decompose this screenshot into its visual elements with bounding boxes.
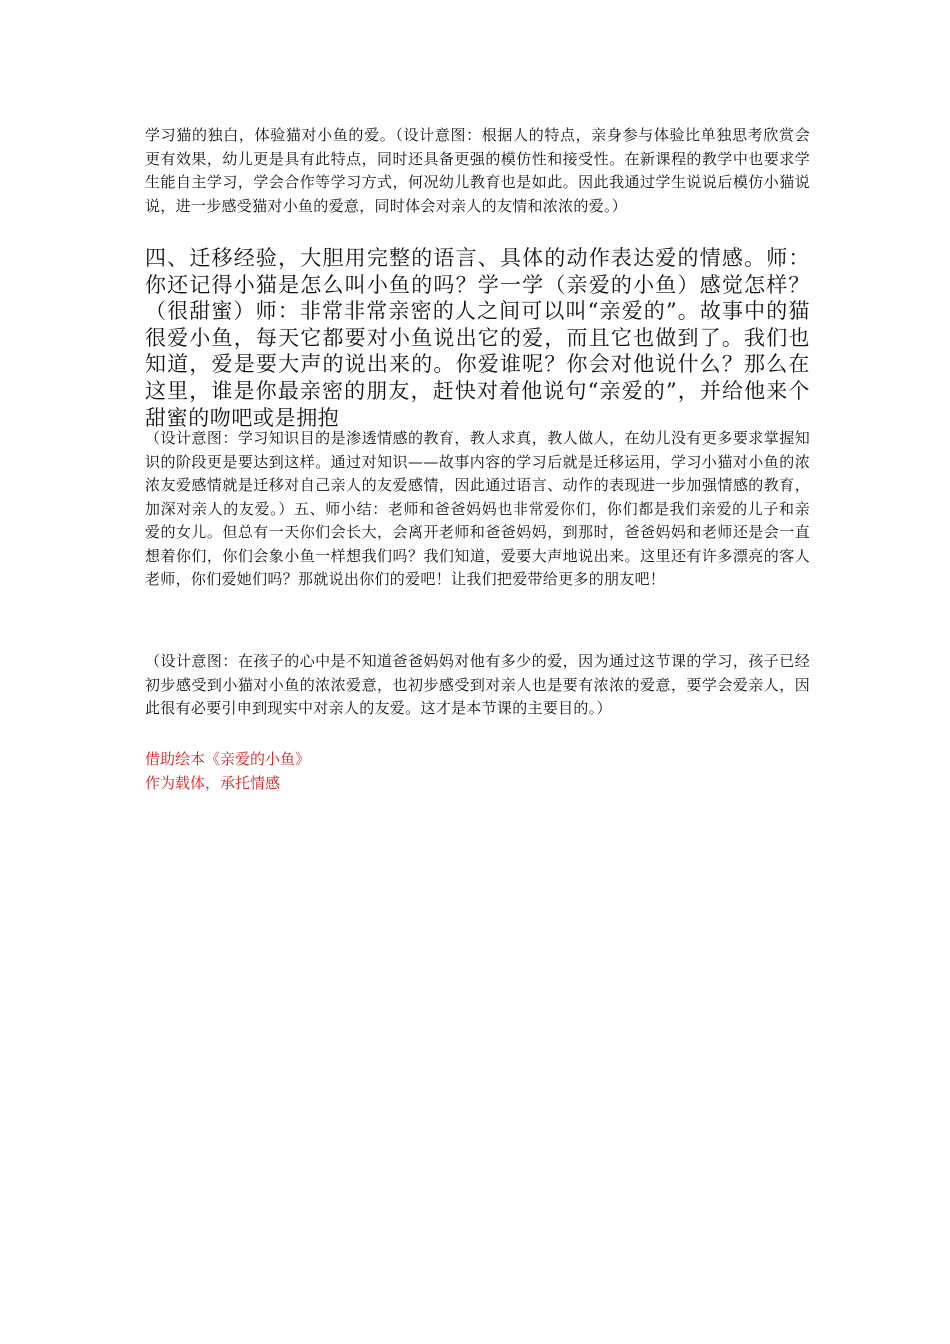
paragraph-cat-monologue: 学习猫的独白，体验猫对小鱼的爱。（设计意图：根据人的特点，亲身参与体验比单独思考欣赏会更有效果，幼儿更是具有此特点，同时还具备更强的模仿性和接受性。在新课程的教学中也要求学生能自主学习，学会合作等学习方式，何况幼儿教育也是如此。因此我通过学生说说后模仿小猫说说，进一步感受猫对小鱼的爱意，同时体会对亲人的友情和浓浓的爱。） [145, 126, 810, 215]
paragraph-design-intent-and-summary: （设计意图：学习知识目的是渗透情感的教育，教人求真，教人做人，在幼儿没有更多要求掌握知识的阶段更是要达到这样。通过对知识——故事内容的学习后就是迁移运用，学习小猫对小鱼的浓浓友爱感情就是迁移对自己亲人的友爱感情，因此通过语言、动作的表现进一步加强情感的教育，加深对亲人的友爱。）五、师小结：老师和爸爸妈妈也非常爱你们，你们都是我们亲爱的儿子和亲爱的女儿。但总有一天你们会长大，会离开老师和爸爸妈妈，到那时，爸爸妈妈和老师还是会一直想着你们，你们会象小鱼一样想我们吗？我们知道，爱要大声地说出来。这里还有许多漂亮的客人老师，你们爱她们吗？那就说出你们的爱吧！让我们把爱带给更多的朋友吧！ [145, 429, 810, 588]
red-note-line-1: 借助绘本《亲爱的小鱼》 [145, 750, 311, 768]
red-note-line-2: 作为载体，承托情感 [145, 774, 281, 792]
paragraph-section-four: 四、迁移经验，大胆用完整的语言、具体的动作表达爱的情感。师：你还记得小猫是怎么叫小鱼的吗？学一学（亲爱的小鱼）感觉怎样？（很甜蜜）师：非常非常亲密的人之间可以叫“亲爱的”。故事中的猫很爱小鱼，每天它都要对小鱼说出它的爱，而且它也做到了。我们也知道，爱是要大声的说出来的。你爱谁呢？你会对他说什么？那么在这里，谁是你最亲密的朋友，赶快对着他说句“亲爱的”，并给他来个甜蜜的吻吧或是拥抱 [145, 246, 810, 430]
paragraph-design-intent-final: （设计意图：在孩子的心中是不知道爸爸妈妈对他有多少的爱，因为通过这节课的学习，孩子已经初步感受到小猫对小鱼的浓浓爱意，也初步感受到对亲人也是要有浓浓的爱意，要学会爱亲人，因此很有必要引申到现实中对亲人的友爱。这才是本节课的主要目的。） [145, 652, 810, 717]
